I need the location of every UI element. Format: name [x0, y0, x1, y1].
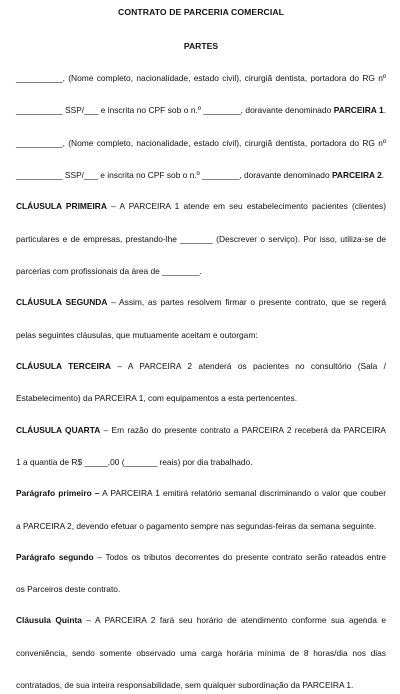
clause-quinta	[16, 612, 386, 693]
clause-line	[16, 422, 386, 454]
clause-heading: Parágrafo primeiro –	[16, 488, 100, 499]
clause-heading: CLÁUSULA SEGUNDA	[16, 297, 108, 308]
clause-text: – A PARCEIRA 1 atende em seu estabelecimento pacientes (clientes)	[106, 201, 386, 212]
clause-line	[16, 612, 386, 644]
party-1-line-1: __________, (Nome completo, nacionalidade, estado civil), cirurgiã dentista, portadora do RG nº	[16, 73, 386, 83]
clause-text: – A PARCEIRA 2 atenderá os pacientes no consultório (Sala /	[110, 361, 386, 372]
party-2	[16, 135, 386, 184]
clause-line: contratados, de sua inteira responsabilidade, sem qualquer subordinação da PARCEIRA 1.	[16, 680, 354, 691]
party-1-designation: PARCEIRA 1	[333, 105, 384, 116]
clause-line	[16, 358, 386, 390]
clause-line: parcerias com profissionais da área de ________.	[16, 266, 202, 277]
paragrafo-segundo	[16, 549, 386, 598]
clause-line: pelas seguintes cláusulas, que mutuamente aceitam e outorgam:	[16, 329, 258, 340]
clause-line: 1 a quantia de R$ _____,00 (_______ reais) por dia trabalhado.	[16, 457, 253, 468]
paragrafo-primeiro	[16, 485, 386, 534]
party-2-period: .	[381, 170, 385, 181]
clause-line	[16, 294, 386, 326]
party-2-line-2	[16, 167, 386, 183]
party-1-text: __________ SSP/___ e inscrita no CPF sob o n.º ________, doravante denominado	[16, 105, 334, 116]
clause-line	[16, 549, 386, 581]
party-2-text: __________ SSP/___ e inscrita no CPF sob o n.º ________, doravante denominado	[16, 170, 332, 181]
clause-line: os Parceiros deste contrato.	[16, 584, 121, 595]
clause-heading: Parágrafo segundo	[16, 551, 94, 562]
party-1	[16, 70, 386, 135]
clause-heading: Cláusula Quinta	[16, 615, 82, 626]
clause-heading: CLÁUSULA TERCEIRA	[16, 361, 111, 372]
clause-line: particulares e de empresas, prestando-lhe _______ (Descrever o serviço). Por isso, utiliza-se de	[16, 233, 386, 244]
clause-text: – A PARCEIRA 2 fará seu horário de atendimento conforme sua agenda e	[81, 615, 386, 626]
party-2-designation: PARCEIRA 2	[331, 170, 382, 181]
clause-text: – Assim, as partes resolvem firmar o presente contrato, que se regerá	[107, 297, 386, 308]
clause-text: – Em razão do presente contrato a PARCEIRA 2 receberá da PARCEIRA	[100, 424, 386, 435]
clause-text: – Todos os tributos decorrentes do presente contrato serão rateados entre	[93, 551, 386, 562]
clause-primeira	[16, 198, 386, 279]
parties-section	[16, 70, 386, 183]
clause-line: conveniência, sendo somente observado uma carga horária mínima de 8 horas/dia nos dias	[16, 647, 386, 658]
clause-text: A PARCEIRA 1 emitirá relatório semanal discriminando o valor que couber	[99, 488, 387, 499]
clause-line	[16, 198, 386, 230]
clause-heading: CLÁUSULA PRIMEIRA	[16, 201, 107, 212]
clause-line	[16, 485, 386, 517]
party-2-line-1: __________, (Nome completo, nacionalidade, estado civil), cirurgiã dentista, portadora do RG nº	[16, 137, 386, 148]
clause-segunda	[16, 294, 386, 343]
party-1-period: .	[383, 105, 387, 116]
clause-line: a PARCEIRA 2, devendo efetuar o pagamento sempre nas segundas-feiras da semana seguinte.	[16, 520, 377, 531]
document-title: CONTRATO DE PARCERIA COMERCIAL	[118, 7, 284, 17]
clause-terceira	[16, 358, 386, 407]
section-title-parties: PARTES	[183, 41, 219, 51]
clause-quarta	[16, 422, 386, 471]
clause-heading: CLÁUSULA QUARTA	[16, 424, 101, 435]
party-1-line-2	[16, 102, 386, 134]
clause-line: Estabelecimento) da PARCEIRA 1, com equipamentos a esta pertencentes.	[16, 393, 298, 404]
